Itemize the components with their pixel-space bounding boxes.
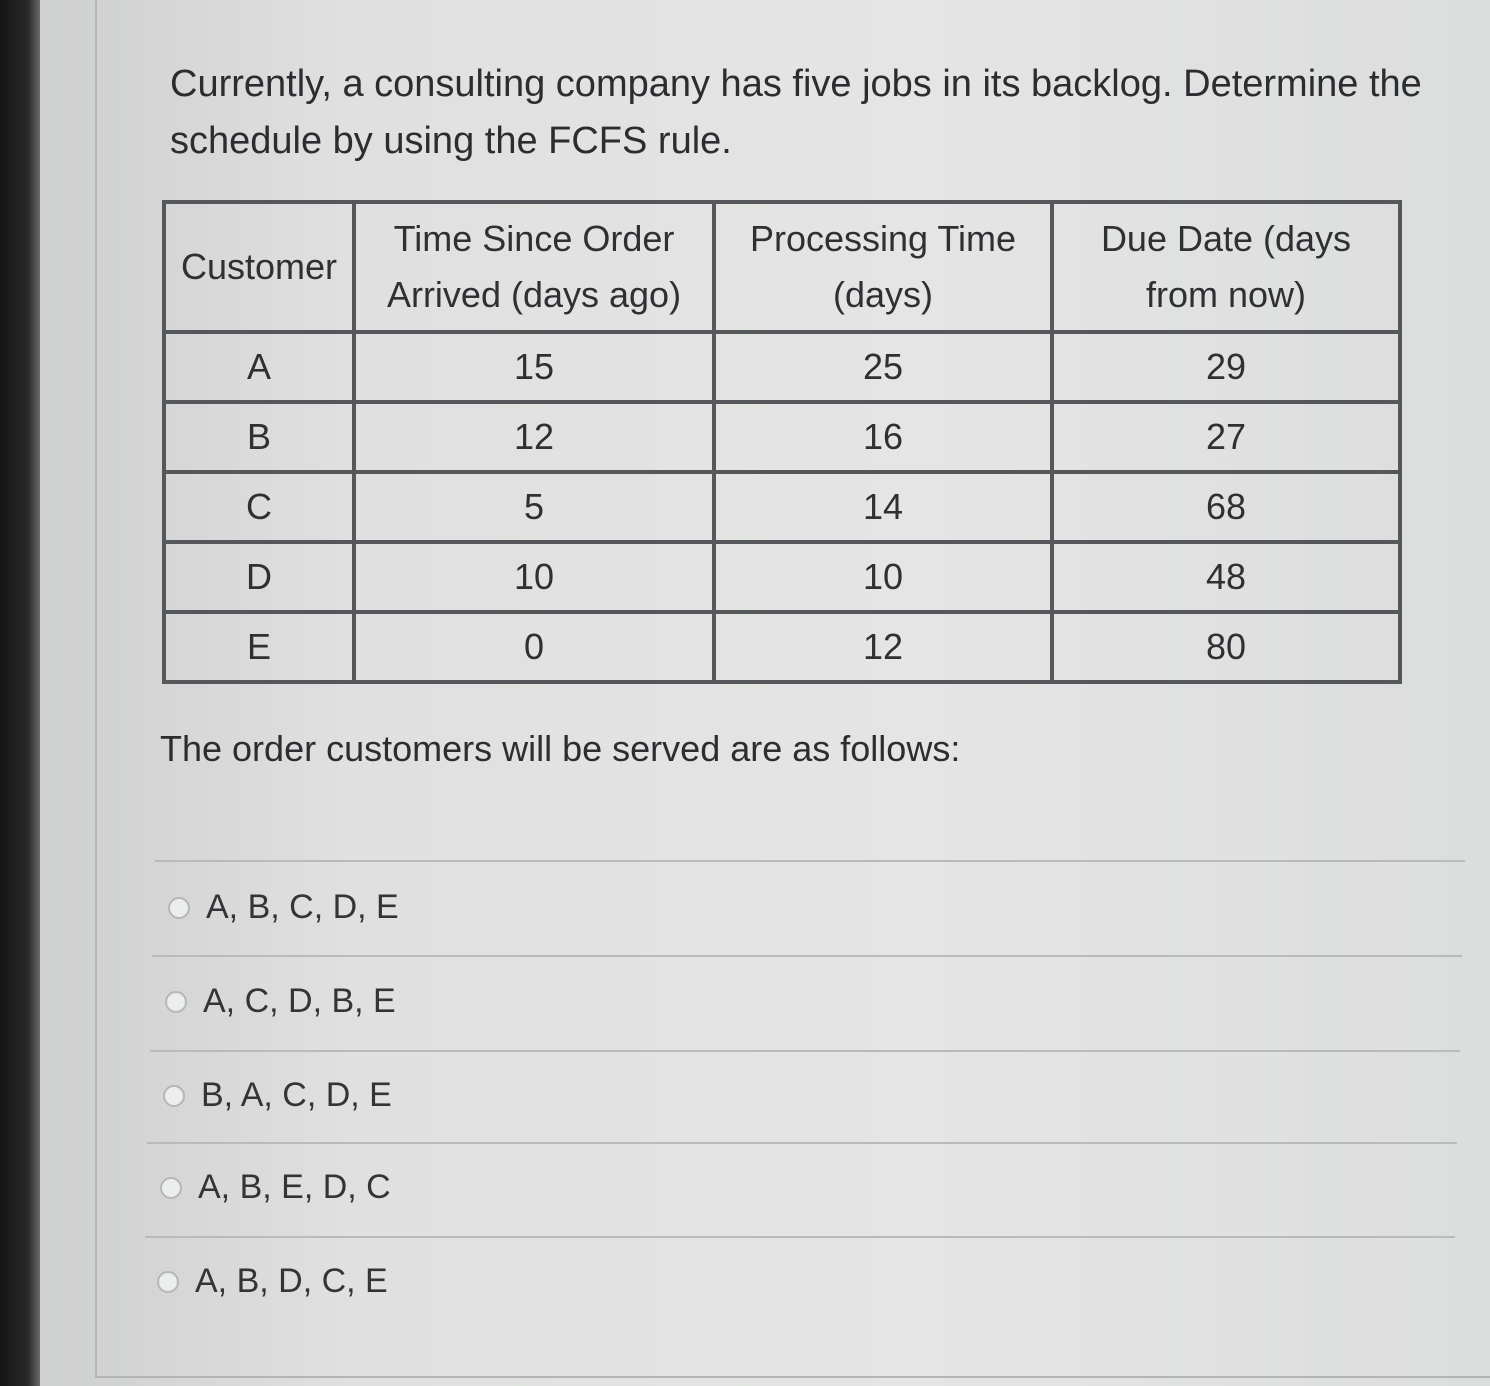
radio-button[interactable] — [165, 991, 187, 1013]
screen-bezel — [0, 0, 40, 1386]
jobs-table — [162, 200, 1402, 684]
header-time-since-order: Time Since Order Arrived (days ago) — [354, 202, 714, 332]
radio-button[interactable] — [168, 897, 190, 919]
table-row — [164, 402, 1400, 472]
table-row — [164, 612, 1400, 682]
cell-time-since-order: 12 — [354, 402, 714, 472]
cell-processing-time: 10 — [714, 542, 1052, 612]
option-label: A, B, D, C, E — [195, 1262, 388, 1300]
cell-processing-time: 12 — [714, 612, 1052, 682]
table-header-row — [164, 202, 1400, 332]
radio-button[interactable] — [163, 1085, 185, 1107]
cell-customer: D — [164, 542, 354, 612]
radio-button[interactable] — [157, 1271, 179, 1293]
option-divider — [145, 1236, 1455, 1238]
table-row — [164, 472, 1400, 542]
header-due-date: Due Date (days from now) — [1052, 202, 1400, 332]
cell-processing-time: 25 — [714, 332, 1052, 402]
option-3[interactable] — [163, 1076, 392, 1115]
cell-customer: A — [164, 332, 354, 402]
radio-button[interactable] — [160, 1177, 182, 1199]
question-text: Currently, a consulting company has five jobs in its backlog. Determine the schedule by using the FCFS rule. — [170, 63, 1422, 162]
option-1[interactable] — [168, 888, 399, 927]
option-divider — [147, 1142, 1457, 1144]
cell-due-date: 29 — [1052, 332, 1400, 402]
option-4[interactable] — [160, 1168, 391, 1207]
option-divider — [150, 1050, 1460, 1052]
option-2[interactable] — [165, 982, 396, 1021]
cell-processing-time: 14 — [714, 472, 1052, 542]
option-divider — [152, 955, 1462, 957]
cell-customer: B — [164, 402, 354, 472]
option-label: A, B, C, D, E — [206, 888, 399, 926]
cell-due-date: 48 — [1052, 542, 1400, 612]
answer-prompt: The order customers will be served are as follows: — [160, 728, 961, 769]
cell-time-since-order: 0 — [354, 612, 714, 682]
cell-customer: E — [164, 612, 354, 682]
cell-due-date: 80 — [1052, 612, 1400, 682]
option-label: B, A, C, D, E — [201, 1076, 392, 1114]
table-row — [164, 332, 1400, 402]
cell-due-date: 27 — [1052, 402, 1400, 472]
cell-time-since-order: 15 — [354, 332, 714, 402]
option-5[interactable] — [157, 1262, 388, 1301]
option-label: A, B, E, D, C — [198, 1168, 391, 1206]
cell-time-since-order: 5 — [354, 472, 714, 542]
cell-customer: C — [164, 472, 354, 542]
cell-processing-time: 16 — [714, 402, 1052, 472]
table-row — [164, 542, 1400, 612]
option-divider — [155, 860, 1465, 862]
header-customer: Customer — [164, 202, 354, 332]
cell-time-since-order: 10 — [354, 542, 714, 612]
cell-due-date: 68 — [1052, 472, 1400, 542]
option-label: A, C, D, B, E — [203, 982, 396, 1020]
header-processing-time: Processing Time (days) — [714, 202, 1052, 332]
